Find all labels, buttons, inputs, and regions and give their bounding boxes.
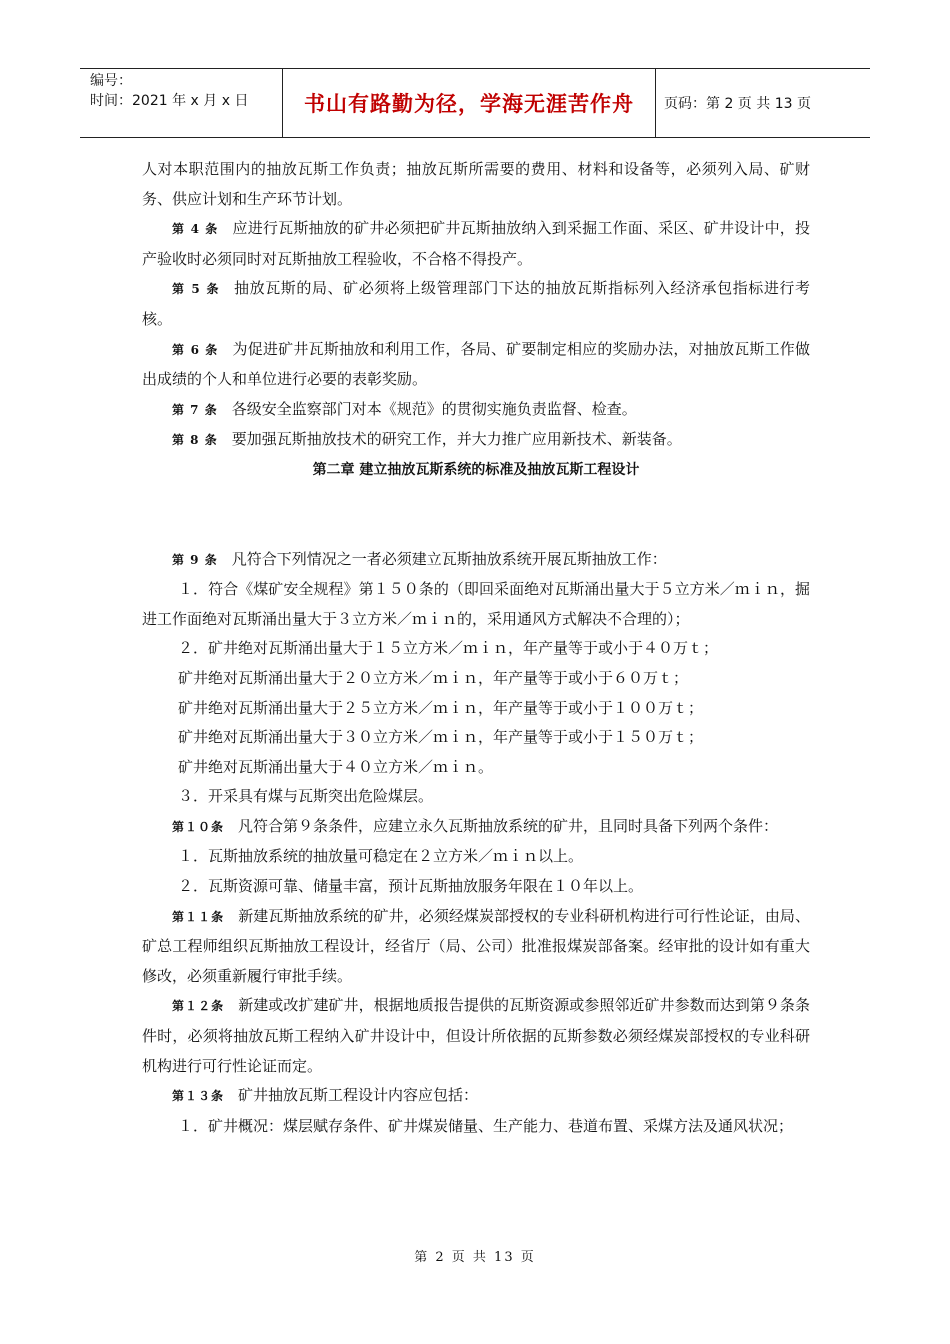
list-item: １．矿井概况：煤层赋存条件、矿井煤炭储量、生产能力、巷道布置、采煤方法及通风状况； bbox=[178, 1116, 794, 1135]
paragraph: 人对本职范围内的抽放瓦斯工作负责；抽放瓦斯所需要的费用、材料和设备等，必须列入局、矿财务、供应计划和生产环节计划。 bbox=[142, 160, 810, 208]
article-number: 第１２条 bbox=[172, 999, 225, 1014]
article-text: 新建或改扩建矿井，根据地质报告提供的瓦斯资源或参照邻近矿井参数而达到第９条条件时，必须将抽放瓦斯工程纳入矿井设计中，但设计所依据的瓦斯参数必须经煤炭部授权的专业科研机构进行可行性论证而定。 bbox=[142, 996, 810, 1075]
article-4 bbox=[142, 214, 810, 274]
article-number: 第 6 条 bbox=[172, 342, 219, 357]
article-number: 第 5 条 bbox=[172, 282, 221, 297]
article-12 bbox=[142, 991, 810, 1081]
article-number: 第 9 条 bbox=[172, 552, 218, 567]
article-text: 凡符合第９条条件，应建立永久瓦斯抽放系统的矿井，且同时具备下列两个条件： bbox=[238, 816, 779, 835]
article-9 bbox=[142, 545, 810, 576]
article-number: 第１０条 bbox=[172, 819, 225, 834]
article-5 bbox=[142, 274, 810, 334]
article-text: 要加强瓦斯抽放技术的研究工作，并大力推广应用新技术、新装备。 bbox=[231, 430, 682, 449]
article-number: 第 7 条 bbox=[172, 402, 218, 417]
article-text: 凡符合下列情况之一者必须建立瓦斯抽放系统开展瓦斯抽放工作： bbox=[231, 549, 667, 568]
article-number: 第１３条 bbox=[172, 1089, 225, 1104]
list-item: ２．矿井绝对瓦斯涌出量大于１５立方米／ｍｉｎ，年产量等于或小于４０万ｔ； bbox=[178, 639, 719, 658]
list-item: 矿井绝对瓦斯涌出量大于２５立方米／ｍｉｎ，年产量等于或小于１００万ｔ； bbox=[178, 698, 704, 717]
list-item: ２．瓦斯资源可靠、储量丰富，预计瓦斯抽放服务年限在１０年以上。 bbox=[178, 877, 644, 896]
article-13 bbox=[142, 1081, 810, 1112]
list-item: １．符合《煤矿安全规程》第１５０条的（即回采面绝对瓦斯涌出量大于５立方米／ｍｉｎ，掘进工作面绝对瓦斯涌出量大于３立方米／ｍｉｎ的，采用通风方式解决不合理的）； bbox=[142, 580, 810, 628]
document-number-label: 编号： bbox=[90, 73, 132, 89]
article-text: 矿井抽放瓦斯工程设计内容应包括： bbox=[238, 1086, 479, 1105]
header-meta bbox=[80, 69, 282, 137]
header-page-number: 页码：第 2 页 共 13 页 bbox=[664, 96, 811, 112]
document-header bbox=[80, 68, 870, 138]
article-text: 为促进矿井瓦斯抽放和利用工作，各局、矿要制定相应的奖励办法，对抽放瓦斯工作做出成绩的个人和单位进行必要的表彰奖励。 bbox=[142, 339, 810, 389]
list-item: ３．开采具有煤与瓦斯突出危险煤层。 bbox=[178, 787, 434, 806]
article-number: 第 4 条 bbox=[172, 222, 219, 237]
article-number: 第１１条 bbox=[172, 909, 225, 924]
article-number: 第 8 条 bbox=[172, 433, 218, 448]
document-body bbox=[142, 155, 810, 1141]
spacer bbox=[142, 486, 810, 545]
header-motto: 书山有路勤为径，学海无涯苦作舟 bbox=[282, 69, 656, 137]
article-7 bbox=[142, 395, 810, 426]
page-footer: 第 2 页 共 13 页 bbox=[414, 1250, 536, 1265]
article-text: 应进行瓦斯抽放的矿井必须把矿井瓦斯抽放纳入到采掘工作面、采区、矿井设计中，投产验收时必须同时对瓦斯抽放工程验收，不合格不得投产。 bbox=[142, 219, 810, 268]
chapter-heading: 第二章 建立抽放瓦斯系统的标准及抽放瓦斯工程设计 bbox=[312, 461, 640, 478]
list-item: 矿井绝对瓦斯涌出量大于３０立方米／ｍｉｎ，年产量等于或小于１５０万ｔ； bbox=[178, 728, 704, 747]
article-text: 抽放瓦斯的局、矿必须将上级管理部门下达的抽放瓦斯指标列入经济承包指标进行考核。 bbox=[142, 279, 810, 328]
article-text: 各级安全监察部门对本《规范》的贯彻实施负责监督、检查。 bbox=[231, 399, 637, 418]
list-item: １．瓦斯抽放系统的抽放量可稳定在２立方米／ｍｉｎ以上。 bbox=[178, 847, 584, 866]
list-item: 矿井绝对瓦斯涌出量大于２０立方米／ｍｉｎ，年产量等于或小于６０万ｔ； bbox=[178, 668, 689, 687]
article-6 bbox=[142, 335, 810, 395]
article-text: 新建瓦斯抽放系统的矿井，必须经煤炭部授权的专业科研机构进行可行性论证，由局、矿总工程师组织瓦斯抽放工程设计，经省厅（局、公司）批准报煤炭部备案。经审批的设计如有重大修改，必须重新履行审批手续。 bbox=[142, 906, 810, 985]
article-11 bbox=[142, 902, 810, 992]
article-10 bbox=[142, 812, 810, 843]
list-item: 矿井绝对瓦斯涌出量大于４０立方米／ｍｉｎ。 bbox=[178, 757, 494, 776]
document-date: 时间：2021 年 x 月 x 日 bbox=[90, 93, 249, 109]
article-8 bbox=[142, 425, 810, 456]
